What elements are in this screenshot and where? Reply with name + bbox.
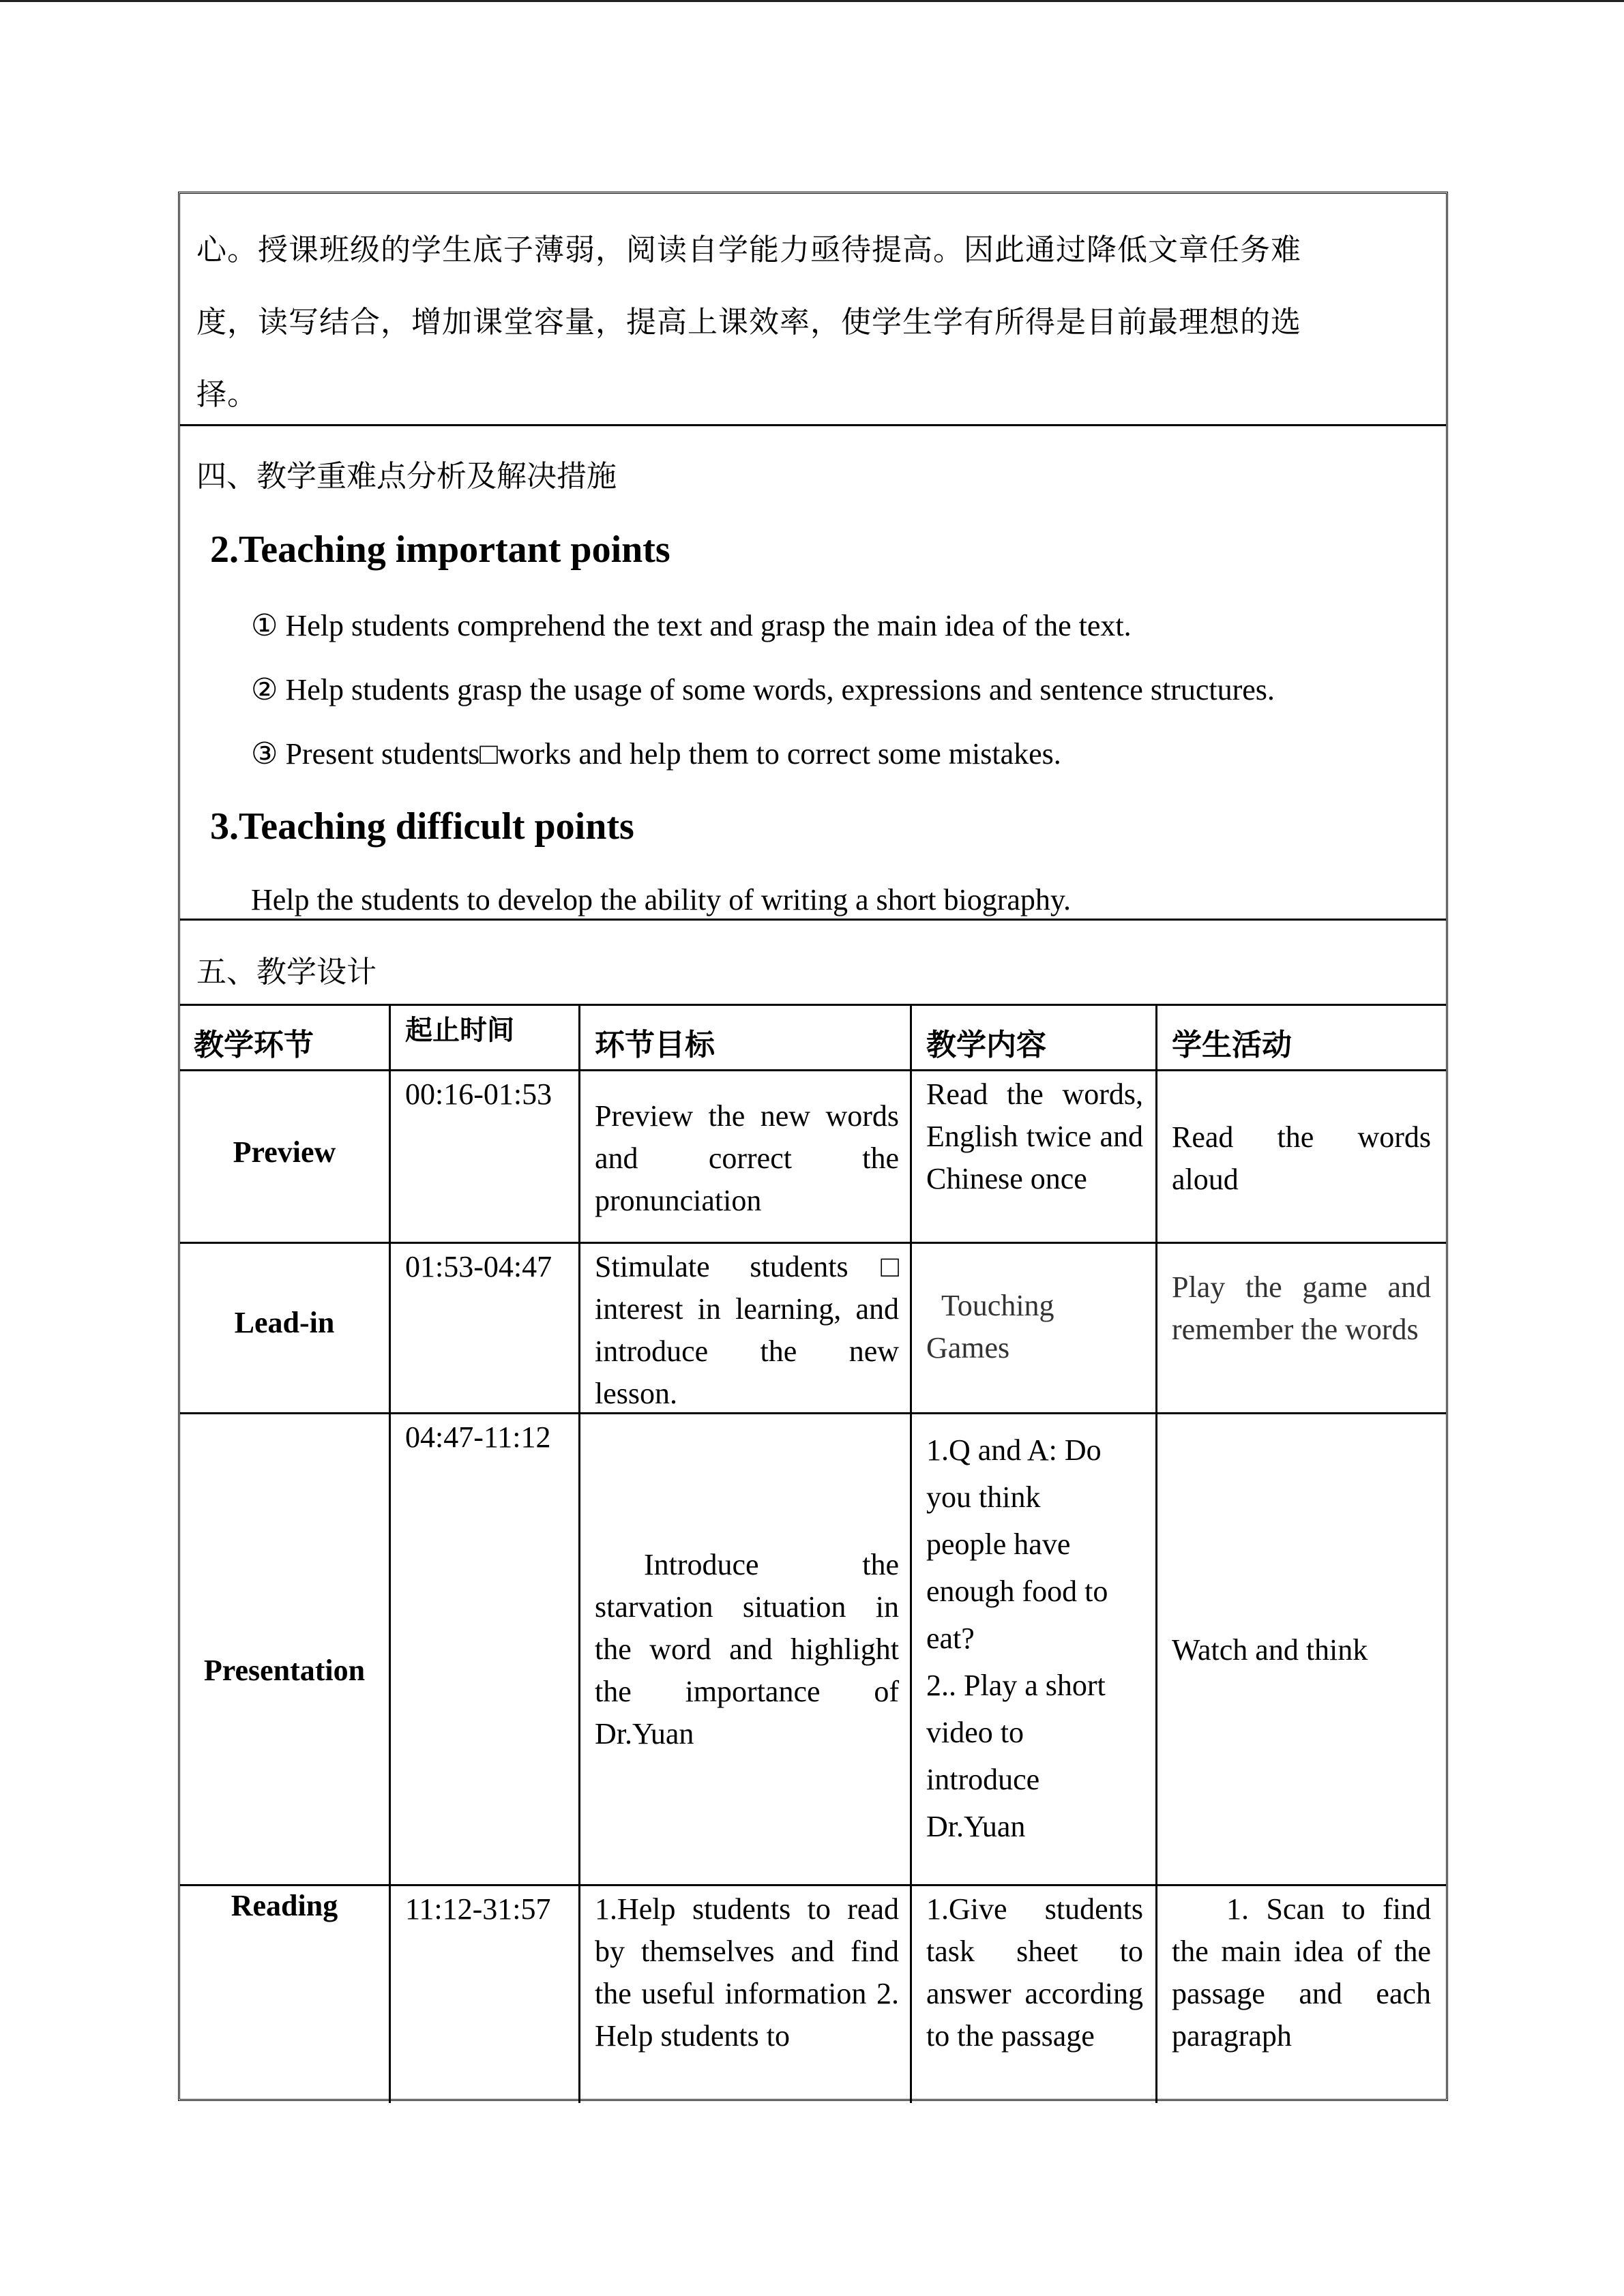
row-presentation-activity: Watch and think bbox=[1172, 1633, 1368, 1667]
row-divider bbox=[180, 1004, 1446, 1006]
important-point-1: ① Help students comprehend the text and grasp the main idea of the text. bbox=[251, 609, 1132, 642]
row-reading-stage: Reading bbox=[231, 1889, 338, 1922]
row-divider bbox=[180, 1884, 1446, 1886]
intro-paragraph bbox=[196, 214, 1417, 431]
row-presentation-goal: Introduce the starvation situation in the word and highlight the importance of Dr.Yuan bbox=[595, 1548, 899, 1750]
row-reading-content: 1.Give students task sheet to answer according to the passage bbox=[926, 1892, 1143, 2053]
row-leadin-stage: Lead-in bbox=[234, 1306, 335, 1339]
row-reading-time: 11:12-31:57 bbox=[405, 1892, 551, 1926]
important-point-3: ③ Present students□works and help them to correct some mistakes. bbox=[251, 737, 1061, 771]
content-line: introduce bbox=[926, 1763, 1040, 1796]
row-leadin-content: Touching Games bbox=[926, 1289, 1054, 1365]
row-leadin-time: 01:53-04:47 bbox=[405, 1250, 552, 1283]
content-line: Dr.Yuan bbox=[926, 1810, 1026, 1843]
row-divider bbox=[180, 1242, 1446, 1244]
content-line: you think bbox=[926, 1480, 1041, 1514]
content-line: video to bbox=[926, 1716, 1024, 1749]
intro-line: 度，读写结合，增加课堂容量，提高上课效率，使学生学有所得是目前最理想的选 bbox=[196, 305, 1301, 340]
row-preview-activity-text: Read the words aloud bbox=[1172, 1120, 1431, 1196]
row-presentation-content bbox=[926, 1427, 1151, 1850]
row-reading-activity: 1. Scan to find the main idea of the passage and each paragraph bbox=[1172, 1892, 1431, 2053]
important-points-heading: 2.Teaching important points bbox=[210, 528, 670, 571]
header-time: 起止时间 bbox=[405, 1015, 514, 1046]
row-divider bbox=[180, 919, 1446, 921]
page-top-border bbox=[0, 0, 1624, 2]
header-goal: 环节目标 bbox=[595, 1028, 715, 1062]
row-reading-goal-clip bbox=[595, 1888, 899, 2101]
intro-line: 择。 bbox=[196, 377, 258, 412]
row-preview-content: Read the words, English twice and Chinese once bbox=[926, 1077, 1143, 1195]
lesson-plan-table bbox=[178, 192, 1448, 2101]
difficult-points-heading: 3.Teaching difficult points bbox=[210, 805, 634, 848]
col-divider bbox=[578, 1004, 580, 2103]
row-presentation-time: 04:47-11:12 bbox=[405, 1420, 551, 1454]
important-point-2: ② Help students grasp the usage of some words, expressions and sentence structures. bbox=[251, 673, 1275, 706]
section5-title: 五、教学设计 bbox=[196, 955, 377, 989]
content-line: enough food to bbox=[926, 1575, 1108, 1608]
row-leadin-goal: Stimulate students□ interest in learning, and introduce the new lesson. bbox=[595, 1250, 899, 1410]
col-divider bbox=[389, 1004, 391, 2103]
row-leadin-activity: Play the game and remember the words bbox=[1172, 1270, 1431, 1346]
row-presentation-stage: Presentation bbox=[203, 1654, 366, 1687]
content-line: 1.Q and A: Do bbox=[926, 1433, 1102, 1467]
row-preview-goal: Preview the new words and correct the pronunciation bbox=[595, 1099, 899, 1217]
row-preview-activity bbox=[1172, 1116, 1608, 1201]
content-line: eat? bbox=[926, 1622, 975, 1655]
difficult-point-text: Help the students to develop the ability of writing a short biography. bbox=[251, 883, 1072, 916]
row-preview-stage: Preview bbox=[233, 1135, 336, 1169]
header-activity: 学生活动 bbox=[1172, 1028, 1292, 1062]
section4-title: 四、教学重难点分析及解决措施 bbox=[196, 459, 617, 494]
col-divider bbox=[1155, 1004, 1157, 2103]
row-divider bbox=[180, 1069, 1446, 1071]
row-preview-time: 00:16-01:53 bbox=[405, 1077, 552, 1111]
content-line: 2.. Play a short bbox=[926, 1669, 1106, 1702]
row-reading-goal: 1.Help students to read by themselves and find the useful information 2. Help students to bbox=[595, 1892, 899, 2053]
header-content: 教学内容 bbox=[926, 1028, 1046, 1062]
header-stage: 教学环节 bbox=[194, 1028, 314, 1062]
row-divider bbox=[180, 424, 1446, 426]
col-divider bbox=[910, 1004, 912, 2103]
intro-line: 心。授课班级的学生底子薄弱，阅读自学能力亟待提高。因此通过降低文章任务难 bbox=[196, 233, 1301, 267]
content-line: people have bbox=[926, 1527, 1071, 1561]
